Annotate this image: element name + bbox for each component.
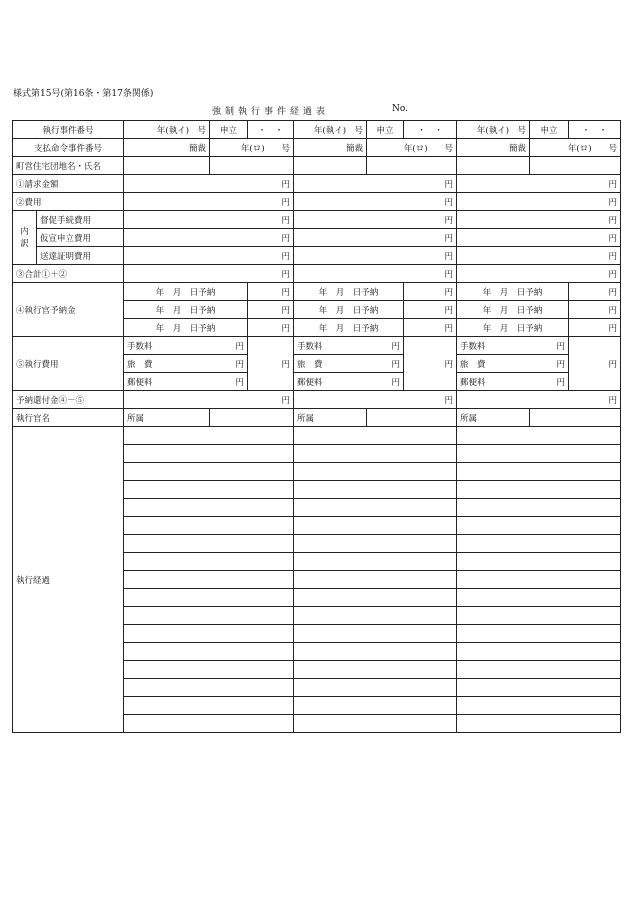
fee-line-cell[interactable] [124, 337, 248, 355]
progress-entry-cell[interactable] [457, 697, 621, 715]
fee-line-cell[interactable] [124, 373, 248, 391]
amount-cell[interactable]: 円 [294, 391, 457, 409]
progress-entry-cell[interactable] [124, 517, 294, 535]
progress-entry-cell[interactable] [294, 661, 457, 679]
progress-entry-cell[interactable] [294, 499, 457, 517]
amount-cell[interactable]: 円 [569, 301, 621, 319]
amount-cell[interactable]: 円 [124, 391, 294, 409]
progress-entry-cell[interactable] [124, 571, 294, 589]
amount-cell[interactable]: 円 [294, 265, 457, 283]
applicant-label: 申立 [210, 121, 248, 139]
amount-cell[interactable]: 円 [124, 265, 294, 283]
advance-date-cell[interactable]: 年 月 日予納 [457, 301, 569, 319]
amount-cell[interactable]: 円 [294, 247, 457, 265]
progress-entry-cell[interactable] [124, 715, 294, 733]
execution-cost-label: ⑤執行費用 [13, 337, 124, 391]
yen-unit: 円 [391, 377, 401, 388]
case-number-cell[interactable]: 年(執イ) 号 [294, 121, 367, 139]
advance-payment-label: ④執行官予納金 [13, 283, 124, 337]
case-number-cell[interactable]: 年(執イ) 号 [457, 121, 530, 139]
refund-label: 予納還付金④－⑤ [13, 391, 124, 409]
affiliation-cell[interactable]: 所属 [294, 409, 367, 427]
progress-entry-cell[interactable] [124, 463, 294, 481]
progress-entry-cell[interactable] [124, 607, 294, 625]
advance-date-cell[interactable]: 年 月 日予納 [457, 319, 569, 337]
progress-entry-cell[interactable] [457, 481, 621, 499]
fee-item-label: 旅 費 [127, 359, 153, 370]
amount-cell[interactable]: 円 [124, 211, 294, 229]
fee-line-cell[interactable] [457, 355, 569, 373]
fee-line-cell[interactable] [294, 337, 404, 355]
progress-entry-cell[interactable] [294, 535, 457, 553]
document-title: 強制執行事件経過表 [212, 107, 330, 117]
cost-label: ②費用 [13, 193, 124, 211]
affiliation-cell[interactable]: 所属 [457, 409, 530, 427]
progress-entry-cell[interactable] [294, 715, 457, 733]
fee-line-cell[interactable] [457, 337, 569, 355]
advance-date-cell[interactable]: 年 月 日予納 [124, 283, 248, 301]
officer-row [13, 409, 621, 427]
amount-cell[interactable]: 円 [457, 247, 621, 265]
execution-cost-row [13, 337, 621, 355]
case-number-row [13, 121, 621, 139]
form-id: 様式第15号(第16条・第17条関係) [13, 89, 154, 99]
progress-entry-cell[interactable] [457, 517, 621, 535]
breakdown-group-label: 内 訳 [13, 211, 37, 265]
officer-name-cell[interactable] [367, 409, 457, 427]
amount-cell[interactable]: 円 [294, 229, 457, 247]
yen-unit: 円 [556, 341, 566, 352]
advance-date-cell[interactable]: 年 月 日予納 [124, 319, 248, 337]
execution-cost-total-cell[interactable]: 円 [248, 337, 294, 391]
amount-cell[interactable]: 円 [248, 301, 294, 319]
breakdown-item-label: 督促手続費用 [37, 211, 124, 229]
tenant-name-cell[interactable] [367, 157, 457, 175]
fee-item-label: 郵便料 [297, 377, 323, 388]
progress-entry-cell[interactable] [457, 427, 621, 445]
progress-entry-cell[interactable] [294, 517, 457, 535]
advance-date-cell[interactable]: 年 月 日予納 [457, 283, 569, 301]
claim-amount-row [13, 175, 621, 193]
progress-entry-cell[interactable] [294, 445, 457, 463]
progress-row [13, 427, 621, 445]
payment-order-label: 支払命令事件番号 [13, 139, 124, 157]
advance-payment-row [13, 283, 621, 301]
payment-order-number-cell[interactable]: 年(ロ) 号 [210, 139, 294, 157]
progress-entry-cell[interactable] [457, 679, 621, 697]
progress-entry-cell[interactable] [294, 697, 457, 715]
yen-unit: 円 [556, 359, 566, 370]
amount-cell[interactable]: 円 [457, 175, 621, 193]
progress-entry-cell[interactable] [457, 463, 621, 481]
progress-label: 執行経過 [13, 427, 124, 733]
amount-cell[interactable]: 円 [457, 391, 621, 409]
amount-cell[interactable]: 円 [294, 175, 457, 193]
fee-line-cell[interactable] [294, 355, 404, 373]
progress-entry-cell[interactable] [294, 643, 457, 661]
case-number-label: 執行事件番号 [13, 121, 124, 139]
progress-entry-cell[interactable] [457, 589, 621, 607]
progress-entry-cell[interactable] [457, 643, 621, 661]
applicant-label: 申立 [367, 121, 404, 139]
payment-order-row [13, 139, 621, 157]
claim-amount-label: ①請求金額 [13, 175, 124, 193]
amount-cell[interactable]: 円 [294, 211, 457, 229]
officer-name-cell[interactable] [210, 409, 294, 427]
amount-cell[interactable]: 円 [404, 301, 457, 319]
amount-cell[interactable]: 円 [124, 193, 294, 211]
complex-name-cell[interactable] [457, 157, 530, 175]
refund-row [13, 391, 621, 409]
tenant-name-cell[interactable] [530, 157, 621, 175]
progress-entry-cell[interactable] [294, 571, 457, 589]
amount-cell[interactable]: 円 [457, 211, 621, 229]
progress-entry-cell[interactable] [457, 553, 621, 571]
fee-item-label: 旅 費 [297, 359, 323, 370]
amount-cell[interactable]: 円 [124, 175, 294, 193]
execution-cost-total-cell[interactable]: 円 [404, 337, 457, 391]
fee-item-label: 郵便料 [460, 377, 486, 388]
applicant-label: 申立 [530, 121, 569, 139]
progress-entry-cell[interactable] [294, 589, 457, 607]
progress-entry-cell[interactable] [294, 427, 457, 445]
filing-date-cell[interactable]: ・ ・ [248, 121, 294, 139]
progress-entry-cell[interactable] [124, 499, 294, 517]
progress-entry-cell[interactable] [124, 679, 294, 697]
advance-date-cell[interactable]: 年 月 日予納 [124, 301, 248, 319]
progress-entry-cell[interactable] [294, 607, 457, 625]
breakdown-row [13, 229, 621, 247]
amount-cell[interactable]: 円 [124, 229, 294, 247]
payment-order-number-cell[interactable]: 年(ロ) 号 [530, 139, 621, 157]
yen-unit: 円 [391, 341, 401, 352]
officer-name-cell[interactable] [530, 409, 621, 427]
court-cell[interactable]: 簡裁 [457, 139, 530, 157]
progress-entry-cell[interactable] [457, 535, 621, 553]
progress-entry-cell[interactable] [294, 625, 457, 643]
amount-cell[interactable]: 円 [457, 265, 621, 283]
progress-entry-cell[interactable] [124, 481, 294, 499]
breakdown-item-label: 送達証明費用 [37, 247, 124, 265]
amount-cell[interactable]: 円 [124, 247, 294, 265]
fee-line-cell[interactable] [294, 373, 404, 391]
amount-cell[interactable]: 円 [569, 319, 621, 337]
filing-date-cell[interactable]: ・ ・ [569, 121, 621, 139]
cost-row [13, 193, 621, 211]
amount-cell[interactable]: 円 [457, 229, 621, 247]
address-name-row [13, 157, 621, 175]
progress-entry-cell[interactable] [294, 481, 457, 499]
fee-line-cell[interactable] [124, 355, 248, 373]
amount-cell[interactable]: 円 [248, 319, 294, 337]
total-label: ③合計①＋② [13, 265, 124, 283]
amount-cell[interactable]: 円 [457, 193, 621, 211]
breakdown-row [13, 211, 621, 229]
payment-order-number-cell[interactable]: 年(ロ) 号 [367, 139, 457, 157]
progress-entry-cell[interactable] [124, 697, 294, 715]
yen-unit: 円 [391, 359, 401, 370]
progress-entry-cell[interactable] [457, 661, 621, 679]
yen-unit: 円 [235, 377, 245, 388]
progress-entry-cell[interactable] [457, 715, 621, 733]
case-progress-table [12, 120, 621, 733]
advance-date-cell[interactable]: 年 月 日予納 [294, 301, 404, 319]
progress-entry-cell[interactable] [124, 589, 294, 607]
advance-date-cell[interactable]: 年 月 日予納 [294, 319, 404, 337]
fee-item-label: 手数料 [460, 341, 486, 352]
total-row [13, 265, 621, 283]
progress-entry-cell[interactable] [457, 445, 621, 463]
progress-entry-cell[interactable] [457, 625, 621, 643]
court-cell[interactable]: 簡裁 [294, 139, 367, 157]
document-number-label: No. [392, 104, 408, 114]
breakdown-item-label: 仮宣申立費用 [37, 229, 124, 247]
fee-item-label: 郵便料 [127, 377, 153, 388]
complex-name-cell[interactable] [124, 157, 210, 175]
officer-label: 執行官名 [13, 409, 124, 427]
affiliation-cell[interactable]: 所属 [124, 409, 210, 427]
amount-cell[interactable]: 円 [404, 319, 457, 337]
breakdown-row [13, 247, 621, 265]
progress-entry-cell[interactable] [124, 535, 294, 553]
yen-unit: 円 [235, 341, 245, 352]
complex-name-cell[interactable] [294, 157, 367, 175]
progress-entry-cell[interactable] [124, 553, 294, 571]
yen-unit: 円 [556, 377, 566, 388]
tenant-name-cell[interactable] [210, 157, 294, 175]
advance-date-cell[interactable]: 年 月 日予納 [294, 283, 404, 301]
filing-date-cell[interactable]: ・ ・ [404, 121, 457, 139]
fee-item-label: 手数料 [297, 341, 323, 352]
progress-entry-cell[interactable] [124, 643, 294, 661]
address-name-label: 町営住宅団地名・氏名 [13, 157, 124, 175]
fee-item-label: 旅 費 [460, 359, 486, 370]
fee-line-cell[interactable] [457, 373, 569, 391]
progress-entry-cell[interactable] [124, 625, 294, 643]
progress-entry-cell[interactable] [124, 427, 294, 445]
progress-entry-cell[interactable] [457, 571, 621, 589]
progress-entry-cell[interactable] [457, 607, 621, 625]
yen-unit: 円 [235, 359, 245, 370]
progress-entry-cell[interactable] [294, 553, 457, 571]
progress-entry-cell[interactable] [294, 679, 457, 697]
execution-cost-total-cell[interactable]: 円 [569, 337, 621, 391]
amount-cell[interactable]: 円 [569, 283, 621, 301]
court-cell[interactable]: 簡裁 [124, 139, 210, 157]
progress-entry-cell[interactable] [124, 661, 294, 679]
amount-cell[interactable]: 円 [294, 193, 457, 211]
case-number-cell[interactable]: 年(執イ) 号 [124, 121, 210, 139]
amount-cell[interactable]: 円 [404, 283, 457, 301]
progress-entry-cell[interactable] [124, 445, 294, 463]
fee-item-label: 手数料 [127, 341, 153, 352]
progress-entry-cell[interactable] [457, 499, 621, 517]
progress-entry-cell[interactable] [294, 463, 457, 481]
amount-cell[interactable]: 円 [248, 283, 294, 301]
